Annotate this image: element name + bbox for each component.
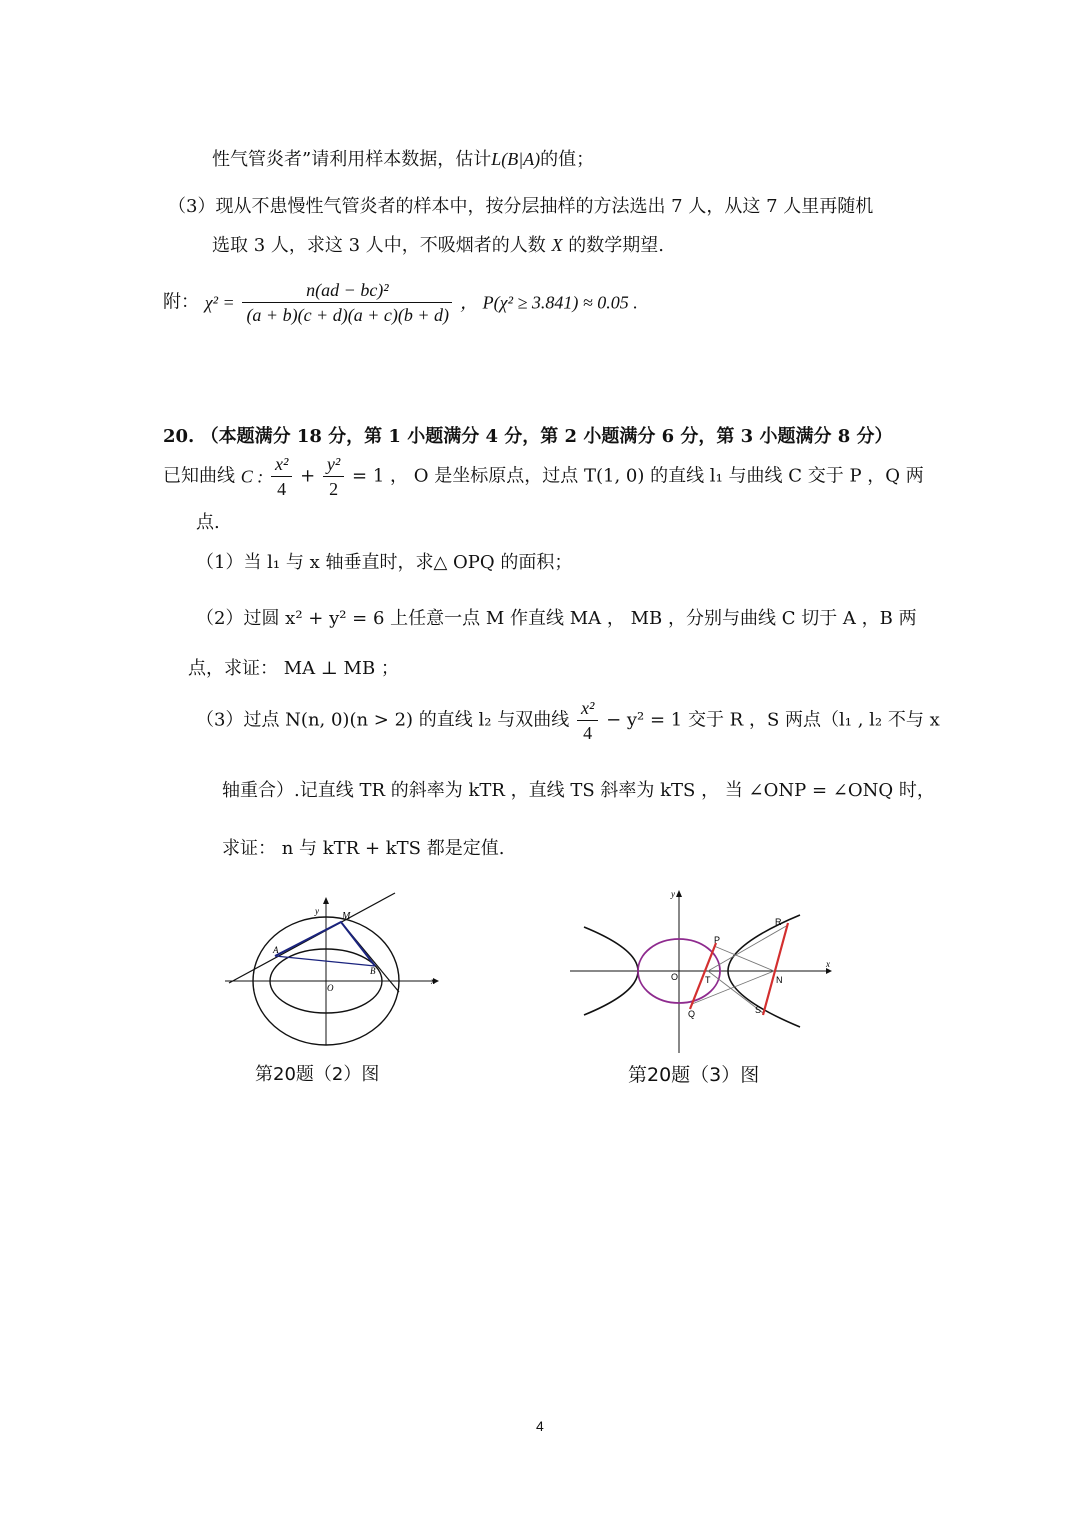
line-pn	[714, 946, 774, 971]
part3-suffix: − y² = 1 交于 R ，S 两点（l₁ , l₂ 不与 x	[606, 709, 940, 731]
line3-tail: 的数学期望.	[568, 235, 664, 256]
text-line-2: （3）现从不患慢性气管炎者的样本中，按分层抽样的方法选出 7 人，从这 7 人里再随机	[168, 196, 874, 217]
line1-math: L(B|A)	[491, 149, 541, 169]
frac1-denominator: 4	[277, 479, 287, 499]
frac2-denominator: 2	[329, 479, 339, 499]
label-y: y	[315, 906, 319, 916]
label-m: M	[342, 911, 351, 922]
label-b: B	[370, 966, 376, 976]
label-x: x	[431, 976, 435, 986]
text-line-3	[212, 232, 664, 259]
y-axis-arrow	[676, 890, 682, 897]
fraction-y2-over-2	[323, 452, 344, 501]
intro-end: 点.	[196, 512, 220, 533]
intro-middle: O 是坐标原点，过点 T(1, 0) 的直线 l₁ 与曲线 C 交于 P ，Q 两	[413, 465, 924, 487]
line3-math: X	[551, 235, 563, 255]
label-q: Q	[688, 1009, 696, 1019]
equals-one: = 1 ，	[352, 465, 409, 487]
frac1-numerator: x²	[271, 452, 292, 477]
question-20-part-1: （1）当 l₁ 与 x 轴垂直时，求△ OPQ 的面积；	[196, 552, 573, 573]
frac2-numerator: y²	[323, 452, 344, 477]
intro-prefix: 已知曲线	[163, 465, 235, 487]
question-20-intro	[163, 452, 924, 501]
chi-probability: ， P(χ² ≥ 3.841) ≈ 0.05 .	[460, 292, 638, 313]
fraction-x2-over-4	[271, 452, 292, 501]
chi-square-lhs: χ² =	[204, 292, 235, 313]
label-n: N	[776, 975, 783, 985]
chord-ab	[275, 956, 375, 966]
line1-tail: 的值；	[540, 149, 595, 170]
question-20-part-3c: 求证： n 与 kTR + kTS 都是定值.	[222, 838, 505, 859]
question-20-part-2b: 点，求证： MA ⊥ MB ；	[188, 658, 399, 679]
label-s: S	[755, 1005, 762, 1015]
appendix-formula	[163, 278, 638, 327]
label-o: O	[327, 983, 334, 993]
curve-name: C :	[240, 466, 264, 487]
chi-denominator: (a + b)(c + d)(a + c)(b + d)	[246, 305, 449, 325]
label-p: P	[714, 935, 721, 945]
label-t: T	[705, 975, 711, 985]
figure-ellipse-tangents	[225, 890, 440, 1050]
y-axis-arrow	[323, 897, 329, 904]
p3-numerator: x²	[577, 696, 598, 721]
figure-1-caption: 第20题（2）图	[255, 1064, 380, 1085]
figure-2-caption: 第20题（3）图	[628, 1064, 760, 1086]
chi-square-fraction	[242, 278, 452, 327]
part3-prefix: （3）过点 N(n, 0)(n > 2) 的直线 l₂ 与双曲线	[196, 709, 570, 731]
label-o: O	[671, 972, 679, 982]
label-x: x	[826, 959, 830, 969]
appendix-label: 附：	[163, 291, 199, 313]
label-y: y	[671, 889, 675, 899]
line1-text: 性气管炎者”请利用样本数据，估计	[212, 149, 492, 170]
page-number: 4	[536, 1418, 544, 1434]
p3-denominator: 4	[583, 723, 593, 743]
question-20-part-3a	[196, 696, 940, 745]
label-a: A	[273, 945, 279, 955]
fraction-hyperbola	[577, 696, 598, 745]
text-line-1	[212, 146, 594, 173]
line3-text: 选取 3 人，求这 3 人中，不吸烟者的人数	[212, 235, 546, 256]
question-20-part-3b: 轴重合）.记直线 TR 的斜率为 kTR ，直线 TS 斜率为 kTS ， 当 ∠ONP = ∠ONQ 时，	[222, 780, 935, 801]
label-r: R	[775, 917, 782, 927]
question-20-header: 20. （本题满分 18 分，第 1 小题满分 4 分，第 2 小题满分 6 分，第 3 小题满分 8 分）	[163, 426, 893, 447]
plus-sign: +	[300, 465, 316, 487]
question-20-part-2a: （2）过圆 x² + y² = 6 上任意一点 M 作直线 MA ， MB ，分别与曲线 C 切于 A ，B 两	[196, 608, 917, 629]
chi-numerator: n(ad − bc)²	[242, 278, 452, 303]
figure-hyperbola-ellipse	[568, 885, 838, 1055]
